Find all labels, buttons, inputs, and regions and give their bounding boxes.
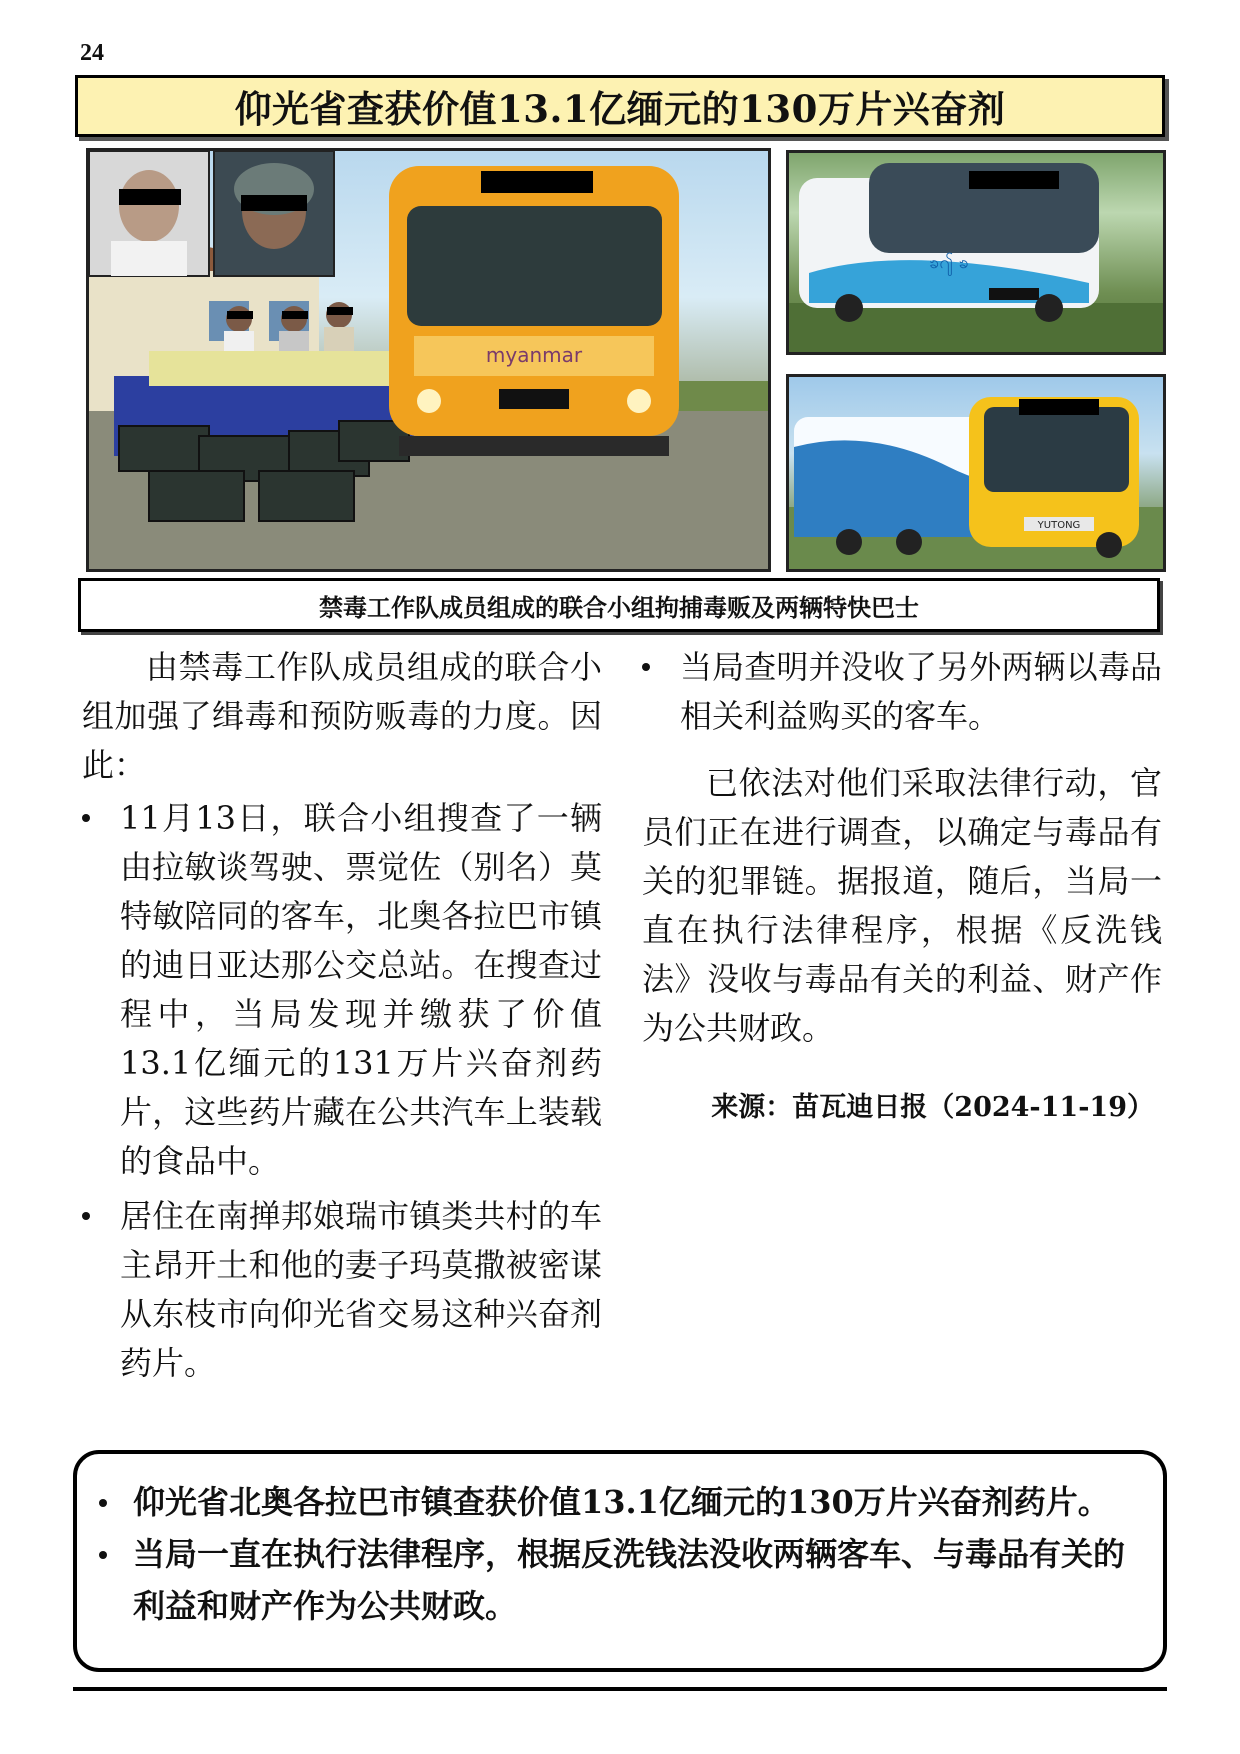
list-item: [642, 643, 1162, 741]
bus-bottom-illustration: [789, 377, 1163, 569]
list-item: [82, 794, 602, 1186]
bullet-icon: [642, 663, 650, 671]
seizure-photo-illustration: [89, 151, 768, 569]
bus-bottom-plate: YUTONG: [1037, 520, 1081, 531]
seizure-photo: [86, 148, 771, 572]
page-title: 仰光省查获价值13.1亿缅元的130万片兴奋剂: [234, 87, 1006, 131]
summary-item: [95, 1528, 1139, 1632]
left-bullet-list: [82, 794, 602, 1388]
article-source: 来源：苗瓦迪日报（2024-11-19）: [711, 1092, 1154, 1123]
summary-item-text: 仰光省北奥各拉巴市镇查获价值13.1亿缅元的130万片兴奋剂药片。: [133, 1483, 1110, 1521]
list-item: [82, 1192, 602, 1388]
list-item-text: 当局查明并没收了另外两辆以毒品相关利益购买的客车。: [680, 648, 1162, 735]
bus-top-illustration: [789, 153, 1163, 352]
redaction-bar: [481, 171, 593, 193]
bullet-icon: [82, 814, 90, 822]
summary-item: [95, 1476, 1139, 1528]
summary-list: [95, 1476, 1139, 1632]
article-left-column: [82, 643, 602, 1394]
bus-photo-top: [786, 150, 1166, 355]
list-item-text: 11月13日，联合小组搜查了一辆由拉敏谈驾驶、票觉佐（别名）莫特敏陪同的客车，北奥各拉巴市镇的迪日亚达那公交总站。在搜查过程中，当局发现并缴获了价值13.1亿缅元的131万片兴奋剂药片，这些药片藏在公共汽车上装载的食品中。: [120, 799, 602, 1180]
list-item-text: 居住在南掸邦娘瑞市镇类共村的车主昂开土和他的妻子玛莫撒被密谋从东枝市向仰光省交易这种兴奋剂药片。: [120, 1197, 602, 1382]
page-number: 24: [80, 40, 104, 66]
article-right-column: [642, 643, 1162, 1132]
summary-item-text: 当局一直在执行法律程序，根据反洗钱法没收两辆客车、与毒品有关的利益和财产作为公共财政。: [133, 1535, 1126, 1625]
bullet-icon: [82, 1212, 90, 1220]
article-intro: 由禁毒工作队成员组成的联合小组加强了缉毒和预防贩毒的力度。因此：: [82, 648, 602, 784]
bullet-icon: [99, 1551, 107, 1559]
redaction-bar: [119, 189, 181, 205]
bus-sign-text: myanmar: [485, 343, 583, 367]
article-closing: 已依法对他们采取法律行动，官员们正在进行调查，以确定与毒品有关的犯罪链。据报道，随后，当局一直在执行法律程序，根据《反洗钱法》没收与毒品有关的利益、财产作为公共财政。: [642, 764, 1162, 1047]
bus-photo-bottom: [786, 374, 1166, 572]
bottom-divider: [73, 1687, 1167, 1691]
redaction-bar: [969, 171, 1059, 189]
bus-top-sign: ၶ႟ ၶ: [929, 252, 969, 273]
photo-caption: 禁毒工作队成员组成的联合小组拘捕毒贩及两辆特快巴士: [319, 592, 919, 622]
title-banner: [75, 75, 1165, 137]
bullet-icon: [99, 1499, 107, 1507]
photo-caption-box: [78, 578, 1160, 632]
right-bullet-list: [642, 643, 1162, 741]
redaction-bar: [1019, 399, 1099, 415]
summary-box: [73, 1450, 1167, 1672]
redaction-bar: [241, 195, 307, 211]
